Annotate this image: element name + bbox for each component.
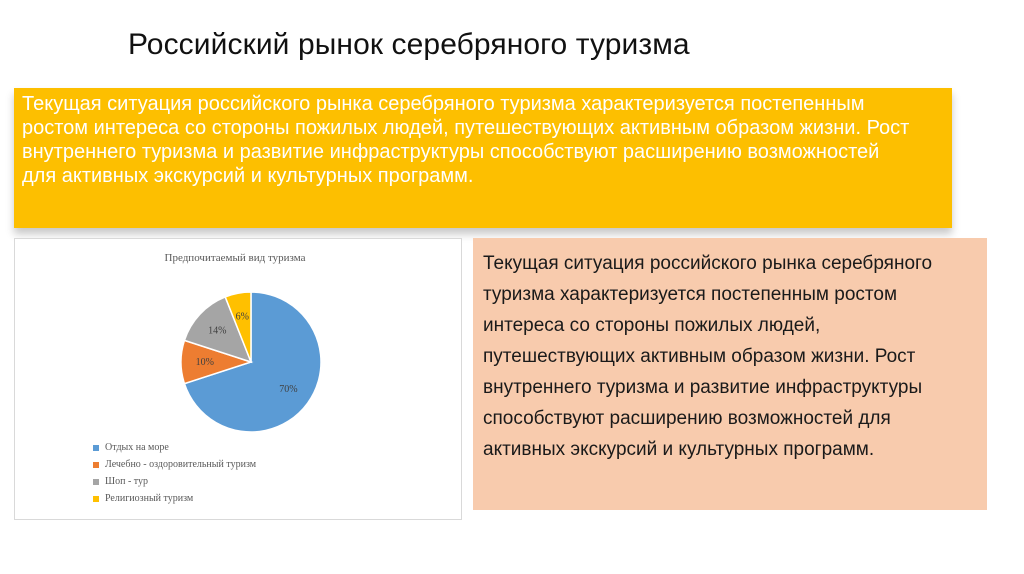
slice-data-label: 10%	[195, 357, 214, 368]
summary-box-peach	[473, 238, 987, 510]
legend-swatch	[93, 496, 99, 502]
slice-data-label: 70%	[279, 384, 298, 396]
summary-box-yellow	[14, 88, 952, 228]
chart-title: Предпочитаемый вид туризма	[164, 252, 306, 264]
summary-text-peach: Текущая ситуация российского рынка серебряного туризма характеризуется постепенным ростом интереса со стороны пожилых людей, путешествующих активным образом жизни. Рост внутреннего туризма и развитие инфраструктуры способствуют расширению возможностей для активных экскурсий и культурных программ.	[483, 253, 933, 460]
legend-swatch	[93, 445, 99, 451]
legend-swatch	[93, 462, 99, 468]
legend-item	[93, 473, 256, 490]
legend-item	[93, 490, 256, 507]
legend-item	[93, 439, 256, 456]
legend-label: Отдых на море	[105, 442, 169, 453]
slice-data-label: 14%	[208, 325, 227, 337]
pie-chart-panel	[14, 238, 462, 520]
slide-title: Российский рынок серебряного туризма	[128, 28, 690, 61]
legend-item	[93, 456, 256, 473]
summary-text-yellow: Текущая ситуация российского рынка серебряного туризма характеризуется постепенным ростом интереса со стороны пожилых людей, путешествующих активным образом жизни. Рост внутреннего туризма и развитие инфраструктуры способствуют расширению возможностей для активных экскурсий и культурных программ.	[22, 93, 910, 187]
chart-legend	[93, 439, 256, 507]
slice-data-label: 6%	[235, 311, 249, 323]
legend-label: Шоп - тур	[105, 476, 149, 487]
legend-label: Религиозный туризм	[105, 493, 194, 504]
legend-label: Лечебно - оздоровительный туризм	[105, 459, 257, 470]
legend-swatch	[93, 479, 99, 485]
